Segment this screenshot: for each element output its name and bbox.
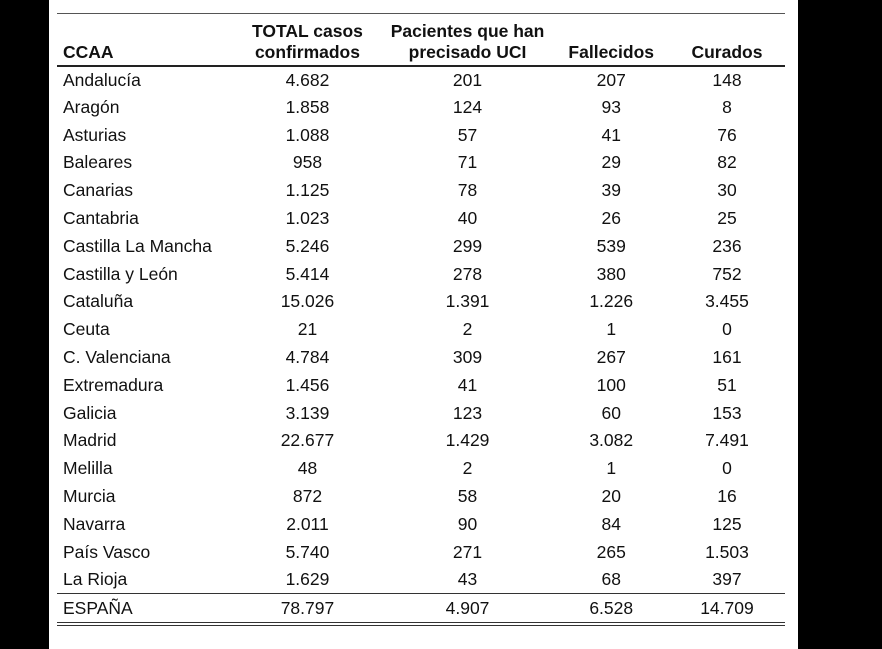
table-row [57, 260, 785, 288]
value-cell: 20 [601, 486, 621, 507]
table-row [57, 232, 785, 260]
region-cell: Castilla La Mancha [63, 235, 212, 256]
region-cell: Galicia [63, 402, 117, 423]
value-cell: 265 [596, 541, 626, 562]
value-cell: 58 [457, 486, 478, 507]
document-page [49, 0, 798, 649]
total-cell: 4.907 [382, 594, 554, 625]
region-cell: Navarra [63, 513, 126, 534]
value-cell: 0 [722, 458, 732, 479]
value-cell: 71 [457, 152, 478, 173]
value-cell: 43 [457, 569, 478, 590]
value-cell: 93 [601, 96, 621, 117]
table-row [57, 94, 785, 122]
value-cell: 4.784 [285, 347, 330, 368]
table-row [57, 149, 785, 177]
value-cell: 872 [292, 486, 323, 507]
value-cell: 3.455 [705, 291, 749, 312]
value-cell: 5.740 [285, 541, 330, 562]
value-cell: 299 [452, 235, 483, 256]
value-cell: 7.491 [705, 430, 749, 451]
value-cell: 48 [297, 458, 318, 479]
value-cell: 2 [462, 319, 473, 340]
table-row [57, 66, 785, 94]
region-cell: Aragón [63, 96, 120, 117]
value-cell: 22.677 [280, 430, 335, 451]
value-cell: 76 [717, 124, 737, 145]
region-cell: Ceuta [63, 319, 110, 340]
value-cell: 0 [722, 319, 732, 340]
value-cell: 1.629 [285, 569, 330, 590]
value-cell: 752 [712, 263, 742, 284]
region-cell: Castilla y León [63, 263, 178, 284]
table-row [57, 427, 785, 455]
value-cell: 397 [712, 569, 742, 590]
value-cell: 1.503 [705, 541, 749, 562]
region-cell: País Vasco [63, 541, 151, 562]
table-body [57, 66, 785, 594]
region-cell: Cantabria [63, 208, 139, 229]
value-cell: 1 [606, 458, 617, 479]
table-row [57, 121, 785, 149]
value-cell: 124 [452, 96, 483, 117]
region-cell: Cataluña [63, 291, 134, 312]
value-cell: 1.088 [285, 124, 330, 145]
value-cell: 123 [452, 402, 483, 423]
total-label: ESPAÑA [57, 594, 233, 625]
header-ccaa: CCAA [57, 14, 233, 66]
table-row [57, 205, 785, 233]
value-cell: 15.026 [280, 291, 335, 312]
region-cell: Melilla [63, 458, 113, 479]
table-row [57, 371, 785, 399]
value-cell: 25 [717, 208, 737, 229]
region-cell: Murcia [63, 486, 116, 507]
value-cell: 1.023 [285, 208, 330, 229]
value-cell: 958 [292, 152, 323, 173]
value-cell: 5.414 [285, 263, 330, 284]
value-cell: 29 [601, 152, 621, 173]
covid-data-table [57, 13, 785, 626]
region-cell: La Rioja [63, 569, 128, 590]
value-cell: 1.125 [285, 180, 330, 201]
total-cell: 78.797 [233, 594, 381, 625]
value-cell: 1.391 [445, 291, 490, 312]
value-cell: 1.456 [285, 374, 330, 395]
table-row [57, 483, 785, 511]
value-cell: 201 [452, 69, 483, 90]
value-cell: 2.011 [286, 513, 329, 534]
header-total-casos: TOTAL casos confirmados [233, 14, 381, 66]
value-cell: 41 [457, 374, 478, 395]
region-cell: Extremadura [63, 374, 164, 395]
header-uci: Pacientes que han precisado UCI [382, 14, 554, 66]
region-cell: Baleares [63, 152, 133, 173]
value-cell: 148 [712, 69, 742, 90]
region-cell: C. Valenciana [63, 347, 171, 368]
value-cell: 5.246 [285, 235, 330, 256]
value-cell: 380 [596, 263, 626, 284]
total-cell: 6.528 [554, 594, 669, 625]
region-cell: Canarias [63, 180, 134, 201]
value-cell: 21 [297, 319, 318, 340]
value-cell: 90 [457, 513, 478, 534]
value-cell: 26 [601, 208, 621, 229]
total-row [57, 594, 785, 625]
table-row [57, 399, 785, 427]
value-cell: 39 [601, 180, 621, 201]
table-row [57, 510, 785, 538]
value-cell: 40 [457, 208, 478, 229]
value-cell: 161 [712, 347, 742, 368]
table-row [57, 566, 785, 594]
value-cell: 84 [601, 513, 621, 534]
value-cell: 3.082 [589, 430, 634, 451]
value-cell: 4.682 [285, 69, 330, 90]
value-cell: 8 [722, 96, 732, 117]
value-cell: 267 [596, 347, 626, 368]
value-cell: 1.429 [445, 430, 490, 451]
value-cell: 16 [717, 486, 737, 507]
value-cell: 1 [606, 319, 617, 340]
value-cell: 41 [601, 124, 621, 145]
value-cell: 78 [457, 180, 478, 201]
value-cell: 207 [596, 69, 626, 90]
table-row [57, 538, 785, 566]
value-cell: 68 [601, 569, 621, 590]
region-cell: Andalucía [63, 69, 141, 90]
value-cell: 100 [596, 374, 626, 395]
value-cell: 539 [596, 235, 626, 256]
header-row [57, 14, 785, 66]
value-cell: 153 [712, 402, 742, 423]
value-cell: 3.139 [285, 402, 330, 423]
total-cell: 14.709 [669, 594, 785, 625]
table-row [57, 177, 785, 205]
region-cell: Asturias [63, 124, 127, 145]
value-cell: 30 [717, 180, 737, 201]
value-cell: 236 [712, 235, 742, 256]
value-cell: 309 [452, 347, 483, 368]
value-cell: 60 [601, 402, 621, 423]
value-cell: 51 [717, 374, 737, 395]
value-cell: 271 [452, 541, 483, 562]
table-row [57, 455, 785, 483]
value-cell: 2 [462, 458, 473, 479]
value-cell: 82 [717, 152, 737, 173]
value-cell: 57 [457, 124, 478, 145]
header-fallecidos: Fallecidos [554, 14, 669, 66]
value-cell: 278 [452, 263, 483, 284]
header-curados: Curados [669, 14, 785, 66]
table-row [57, 288, 785, 316]
table-row [57, 316, 785, 344]
region-cell: Madrid [63, 430, 117, 451]
value-cell: 125 [712, 513, 742, 534]
value-cell: 1.226 [589, 291, 634, 312]
value-cell: 1.858 [285, 96, 330, 117]
table-row [57, 344, 785, 372]
